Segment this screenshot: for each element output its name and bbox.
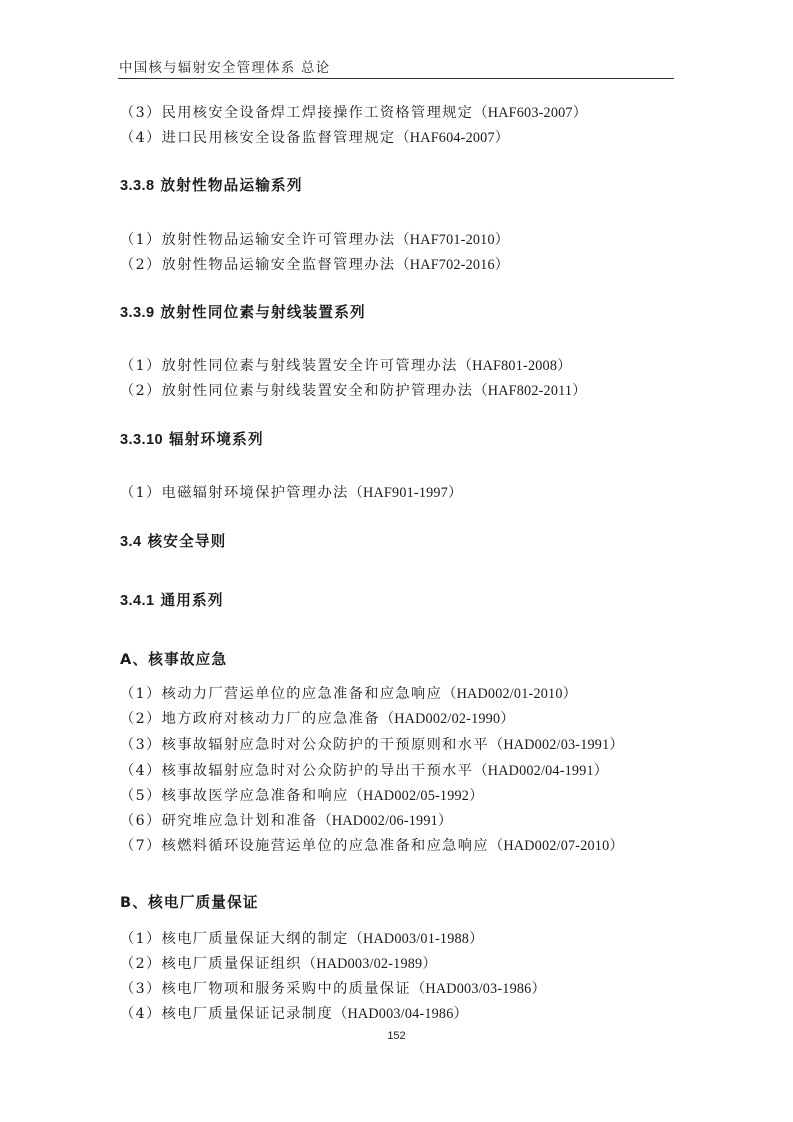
section-title: 辐射环境系列 [168, 431, 264, 448]
section-number: 3.4.1 [120, 593, 155, 609]
item-label: （7）核燃料循环设施营运单位的应急准备和应急响应 [120, 838, 489, 854]
item-label: （3）民用核安全设备焊工焊接操作工资格管理规定 [120, 105, 474, 121]
list-item [120, 357, 572, 375]
item-label: （1）放射性同位素与射线装置安全许可管理办法 [120, 358, 458, 374]
item-code: （HAD002/03-1991） [488, 737, 624, 753]
subsection-heading-b: B、核电厂质量保证 [120, 894, 259, 911]
item-label: （2）放射性同位素与射线装置安全和防护管理办法 [120, 383, 474, 399]
list-item [120, 812, 452, 830]
list-item [120, 104, 587, 122]
item-label: （1）电磁辐射环境保护管理办法 [120, 485, 349, 501]
list-item [120, 710, 515, 728]
item-label: （2）地方政府对核动力厂的应急准备 [120, 711, 380, 727]
list-item [120, 256, 509, 274]
item-label: （4）进口民用核安全设备监督管理规定 [120, 130, 396, 146]
item-code: （HAD002/05-1992） [348, 788, 484, 804]
list-item [120, 484, 462, 502]
section-number: 3.3.10 [120, 432, 163, 448]
item-code: （HAF604-2007） [395, 130, 510, 146]
section-number: 3.4 [120, 534, 142, 550]
item-code: （HAD002/04-1991） [473, 763, 609, 779]
item-code: （HAF603-2007） [473, 105, 588, 121]
item-code: （HAF702-2016） [395, 257, 510, 273]
item-label: （2）核电厂质量保证组织 [120, 956, 302, 972]
list-item [120, 382, 587, 400]
item-label: （3）核电厂物项和服务采购中的质量保证 [120, 981, 412, 997]
item-code: （HAD002/07-2010） [488, 838, 624, 854]
list-item [120, 787, 483, 805]
section-title: 核安全导则 [147, 533, 227, 550]
item-label: （4）核事故辐射应急时对公众防护的导出干预水平 [120, 763, 474, 779]
item-code: （HAD002/02-1990） [379, 711, 515, 727]
item-label: （2）放射性物品运输安全监督管理办法 [120, 257, 396, 273]
header-title: 中国核与辐射安全管理体系 总论 [119, 60, 331, 76]
item-code: （HAD003/03-1986） [411, 981, 546, 997]
list-item [120, 129, 509, 147]
item-label: （3）核事故辐射应急时对公众防护的干预原则和水平 [120, 737, 489, 753]
item-code: （HAF901-1997） [348, 485, 463, 501]
list-item [120, 736, 624, 754]
section-title: 通用系列 [160, 592, 224, 609]
section-heading-3-4-1 [120, 592, 224, 610]
list-item [120, 1005, 468, 1023]
list-item [120, 837, 624, 855]
section-heading-3-3-9 [120, 304, 366, 322]
item-code: （HAD002/01-2010） [442, 686, 578, 702]
header-divider [118, 78, 674, 79]
section-heading-3-4 [120, 533, 226, 551]
list-item [120, 231, 509, 249]
item-code: （HAD002/06-1991） [317, 813, 453, 829]
item-label: （6）研究堆应急计划和准备 [120, 813, 318, 829]
section-title: 放射性同位素与射线装置系列 [160, 304, 366, 321]
item-label: （1）核动力厂营运单位的应急准备和应急响应 [120, 686, 443, 702]
item-label: （1）放射性物品运输安全许可管理办法 [120, 232, 396, 248]
item-label: （4）核电厂质量保证记录制度 [120, 1006, 334, 1022]
item-code: （HAD003/04-1986） [333, 1006, 468, 1022]
item-code: （HAD003/01-1988） [348, 931, 484, 947]
section-title: 放射性物品运输系列 [160, 177, 303, 194]
item-code: （HAD003/02-1989） [301, 956, 437, 972]
list-item [120, 685, 577, 703]
list-item [120, 762, 608, 780]
section-number: 3.3.9 [120, 305, 155, 321]
section-number: 3.3.8 [120, 178, 155, 194]
page-number: 152 [387, 1030, 406, 1042]
list-item [120, 955, 437, 973]
list-item [120, 980, 546, 998]
item-code: （HAF801-2008） [457, 358, 572, 374]
item-label: （1）核电厂质量保证大纲的制定 [120, 931, 349, 947]
list-item [120, 930, 483, 948]
section-heading-3-3-10 [120, 431, 264, 449]
subsection-heading-a: A、核事故应急 [120, 651, 228, 668]
item-label: （5）核事故医学应急准备和响应 [120, 788, 349, 804]
item-code: （HAF802-2011） [473, 383, 587, 399]
item-code: （HAF701-2010） [395, 232, 510, 248]
section-heading-3-3-8 [120, 177, 303, 195]
